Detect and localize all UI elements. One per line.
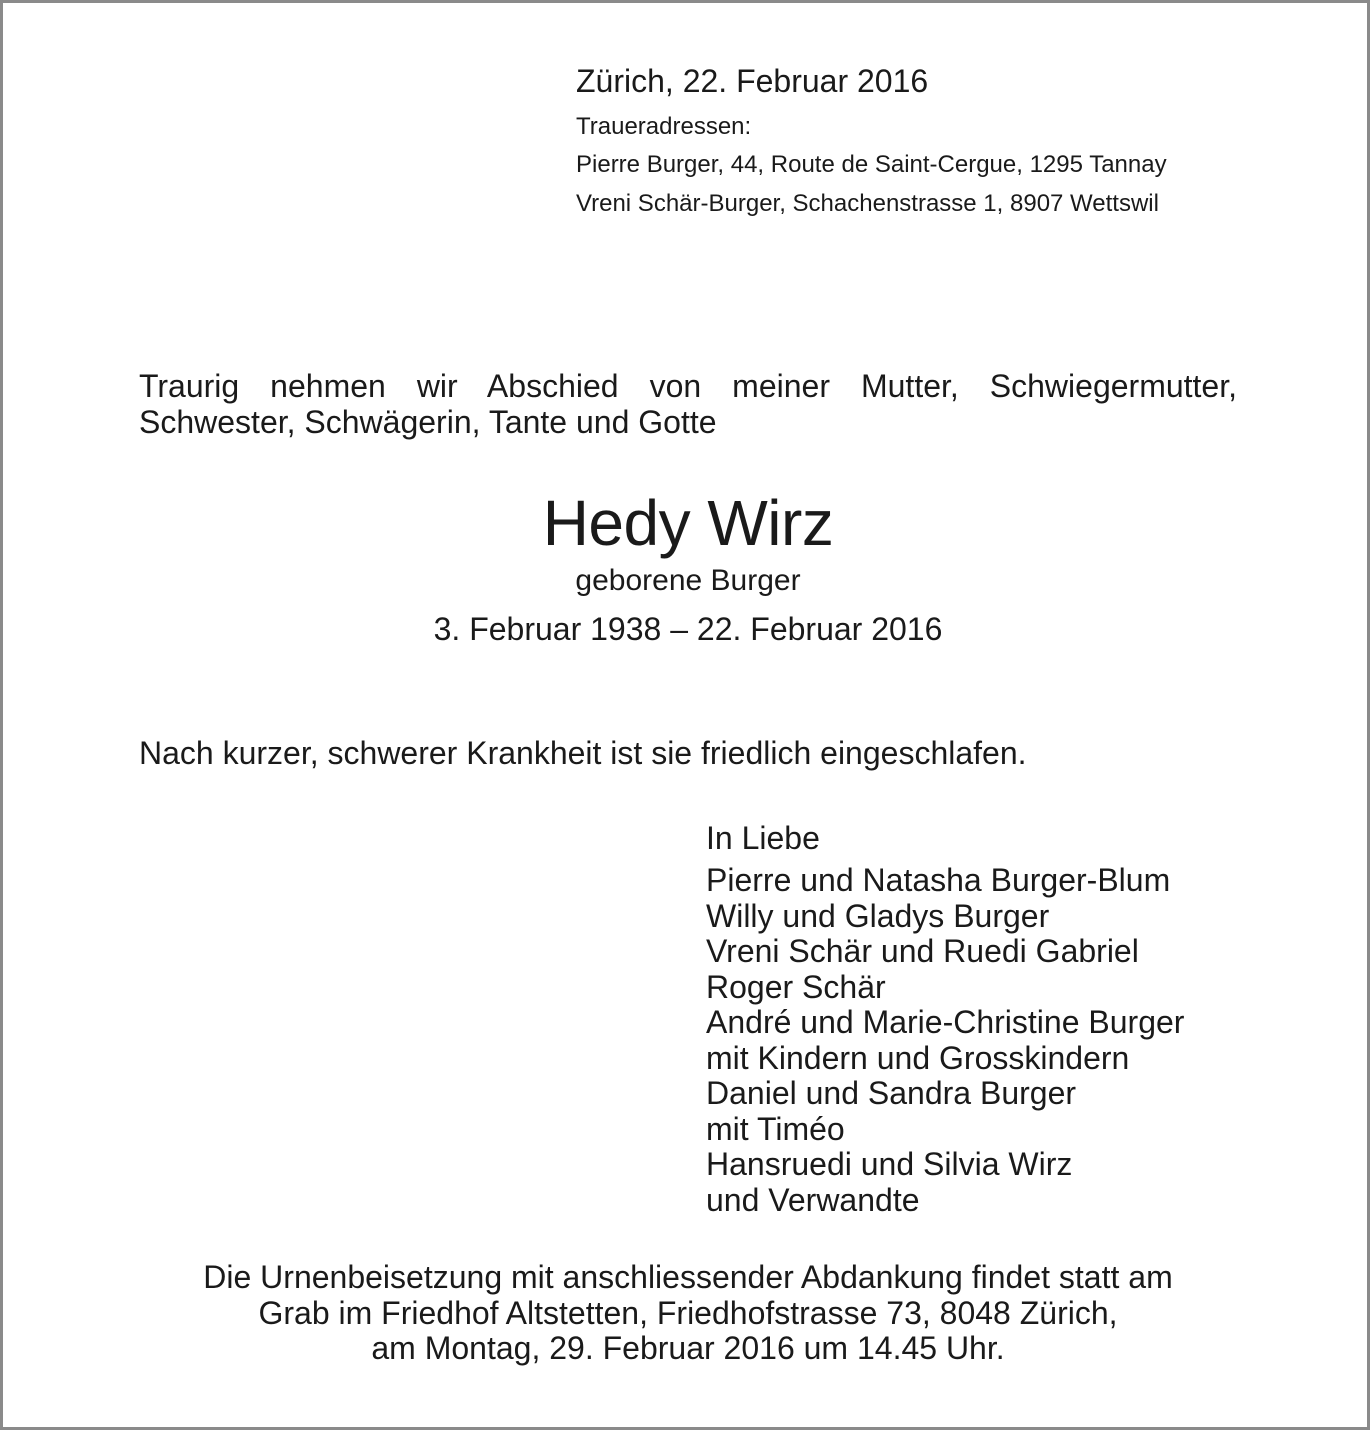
burial-line-1: Die Urnenbeisetzung mit anschliessender Abdankung findet statt am (203, 1259, 1173, 1295)
mourner-line: Daniel und Sandra Burger (706, 1075, 1077, 1111)
mourner-line: André und Marie-Christine Burger (706, 1004, 1185, 1040)
mourner-line: Vreni Schär und Ruedi Gabriel (706, 933, 1139, 969)
intro-line-1: Traurig nehmen wir Abschied von meiner Mutter, Schwiegermutter, (139, 368, 1237, 404)
mourner-line: Hansruedi und Silvia Wirz (706, 1146, 1073, 1182)
mourner-line: Pierre und Natasha Burger-Blum (706, 862, 1171, 898)
life-dates: 3. Februar 1938 – 22. Februar 2016 (433, 611, 943, 647)
passing-text: Nach kurzer, schwerer Krankheit ist sie friedlich eingeschlafen. (139, 735, 1027, 771)
mourning-address-1: Pierre Burger, 44, Route de Saint-Cergue, 1295 Tannay (576, 151, 1167, 178)
burial-line-3: am Montag, 29. Februar 2016 um 14.45 Uhr. (371, 1330, 1005, 1366)
intro-line-2: Schwester, Schwägerin, Tante und Gotte (139, 404, 717, 440)
mourner-line: Willy und Gladys Burger (706, 897, 1050, 934)
mourners-heading: In Liebe (706, 820, 820, 856)
mourner-line: und Verwandte (706, 1181, 920, 1218)
birth-name: geborene Burger (575, 564, 801, 597)
mourning-address-2: Vreni Schär-Burger, Schachenstrasse 1, 8907 Wettswil (576, 190, 1159, 217)
burial-info (3, 1260, 1370, 1367)
intro-text (139, 368, 1237, 440)
address-label: Traueradressen: (576, 113, 752, 140)
mourner-line: Roger Schär (706, 968, 886, 1005)
mourners-list (706, 863, 1184, 1218)
place-date: Zürich, 22. Februar 2016 (576, 63, 929, 99)
mourner-line: mit Kindern und Grosskindern (706, 1039, 1130, 1076)
deceased-name: Hedy Wirz (542, 487, 834, 559)
burial-line-2: Grab im Friedhof Altstetten, Friedhofstrasse 73, 8048 Zürich, (258, 1294, 1118, 1331)
mourner-line: mit Timéo (706, 1110, 845, 1147)
